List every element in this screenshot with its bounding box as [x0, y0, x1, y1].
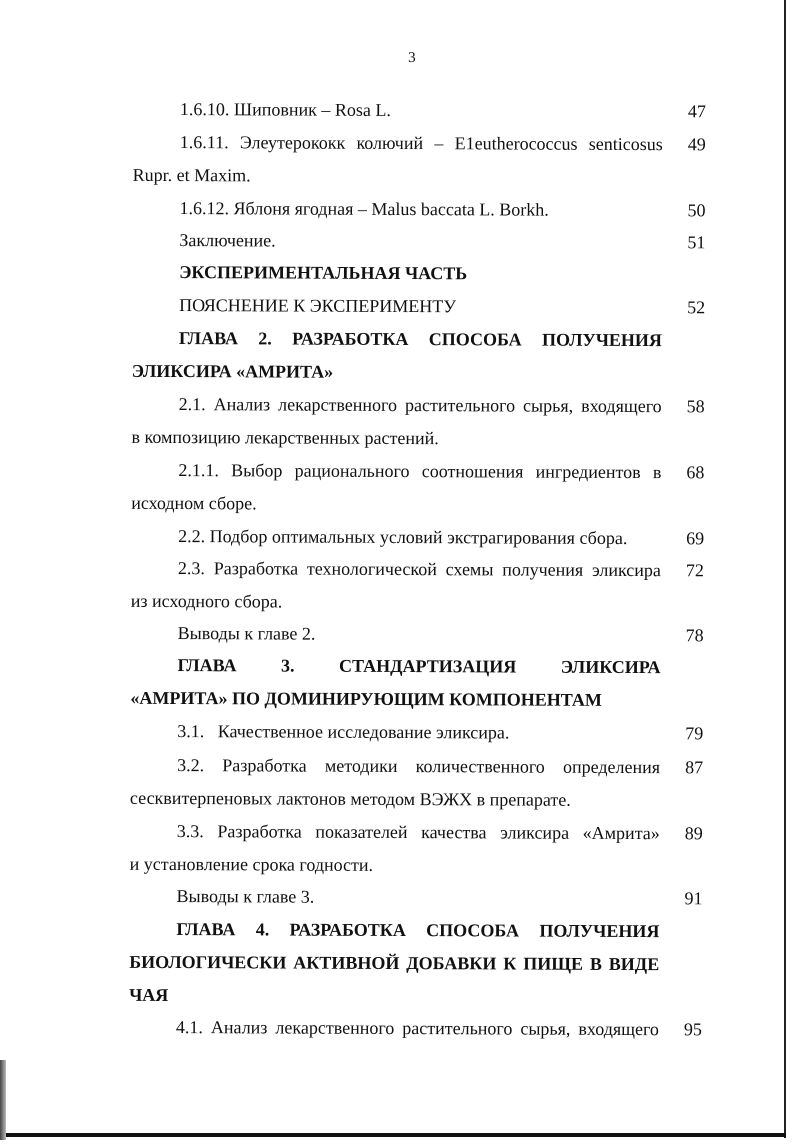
toc-page: 52	[687, 297, 706, 318]
page-number: 3	[408, 50, 416, 67]
toc-line: в композицию лекарственных растений.	[131, 426, 439, 449]
toc-line: и установление срока годности.	[129, 853, 374, 875]
chapter-heading: ГЛАВА 4. РАЗРАБОТКА СПОСОБА ПОЛУЧЕНИЯ	[176, 919, 660, 942]
toc-line: 2.2. Подбор оптимальных условий экстрагирования сбора.	[178, 526, 628, 548]
toc-line: исходном сборе.	[131, 492, 257, 514]
toc-page: 50	[687, 200, 706, 221]
toc-line: 3.3. Разработка показателей качества эликсира «Амрита»	[176, 821, 660, 844]
toc-line: из исходного сбора.	[130, 590, 283, 612]
toc-page: 72	[685, 560, 704, 581]
chapter-heading: ГЛАВА 2. РАЗРАБОТКА СПОСОБА ПОЛУЧЕНИЯ	[178, 328, 662, 351]
toc-line: Выводы к главе 2.	[177, 623, 316, 644]
toc-page: 68	[686, 462, 705, 483]
toc-line: 3.2. Разработка методики количественного определения	[177, 755, 661, 778]
toc-page: 49	[687, 134, 706, 155]
scan-edge-right	[784, 0, 786, 1138]
chapter-heading: ЭЛИКСИРА «АМРИТА»	[131, 360, 334, 382]
toc-page: 89	[684, 823, 703, 844]
toc-line: 2.1.1. Выбор рационального соотношения ингредиентов в	[178, 460, 662, 483]
toc-line: 4.1. Анализ лекарственного растительного сырья, входящего	[175, 1017, 659, 1040]
toc-page: 79	[685, 723, 704, 744]
section-heading: ЭКСПЕРИМЕНТАЛЬНАЯ ЧАСТЬ	[179, 262, 468, 284]
toc-line: 2.1. Анализ лекарственного растительного сырья, входящего	[178, 394, 662, 417]
toc-page: 78	[685, 625, 704, 646]
toc-line: 1.6.12. Яблоня ягодная – Malus baccata L. Borkh.	[179, 198, 549, 220]
toc-page: 69	[686, 528, 705, 549]
toc-page: 91	[684, 888, 703, 909]
toc-line: Выводы к главе 3.	[176, 886, 315, 907]
toc-line: 1.6.11. Элеутерококк колючий – E1eutherococcus senticosus	[179, 132, 663, 155]
toc-line: 2.3. Разработка технологической схемы получения эликсира	[177, 558, 661, 581]
chapter-heading: «АМРИТА» ПО ДОМИНИРУЮЩИМ КОМПОНЕНТАМ	[130, 687, 602, 710]
toc-line: Заключение.	[179, 230, 276, 251]
toc-line: сесквитерпеновых лактонов методом ВЭЖХ в препарате.	[129, 787, 571, 810]
toc-line: Rupr. et Maxim.	[132, 164, 251, 186]
toc-page: 58	[686, 396, 705, 417]
toc-line: 1.6.10. Шиповник – Rosa L.	[179, 99, 391, 120]
toc-line: ПОЯСНЕНИЕ К ЭКСПЕРИМЕНТУ	[179, 295, 457, 317]
toc-page: 95	[683, 1019, 702, 1040]
toc-page: 51	[687, 232, 706, 253]
scan-edge-bottom	[0, 1133, 786, 1137]
toc-line: 3.1. Качественное исследование эликсира.	[177, 721, 510, 743]
scan-edge-corner	[0, 1060, 6, 1140]
toc-page: 47	[687, 101, 706, 122]
toc-page: 87	[685, 757, 704, 778]
chapter-heading: БИОЛОГИЧЕСКИ АКТИВНОЙ ДОБАВКИ К ПИЩЕ В ВИДЕ	[129, 951, 660, 975]
chapter-heading: ЧАЯ	[129, 984, 169, 1005]
chapter-heading: ГЛАВА 3. СТАНДАРТИЗАЦИЯ ЭЛИКСИРА	[177, 655, 661, 678]
